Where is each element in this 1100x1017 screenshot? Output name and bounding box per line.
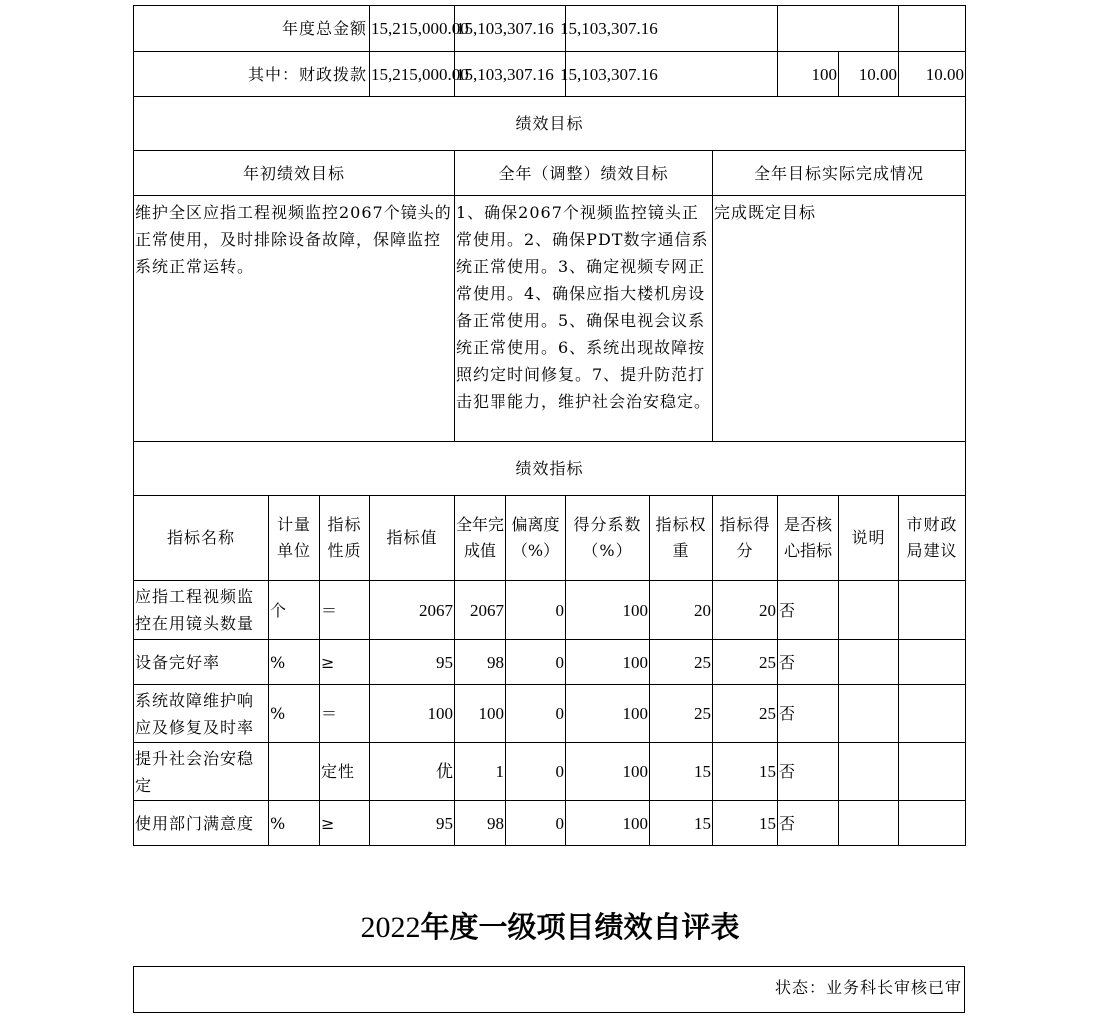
header-cell: 指标名称 (134, 496, 269, 581)
funding-row-total (134, 6, 966, 52)
goals-initial-text: 维护全区应指工程视频监控2067个镜头的正常使用，及时排除设备故障，保障监控系统正常运转。 (134, 196, 455, 442)
indicator-advice (899, 743, 966, 801)
indicator-coef: 100 (566, 801, 650, 846)
indicator-weight: 15 (650, 801, 713, 846)
indicator-name: 应指工程视频监控在用镜头数量 (134, 581, 269, 640)
funding-executed (560, 52, 778, 97)
indicator-advice (899, 581, 966, 640)
indicator-core: 否 (778, 801, 839, 846)
indicator-advice (899, 801, 966, 846)
goals-section-title: 绩效目标 (134, 97, 966, 151)
goals-col-actual: 全年目标实际完成情况 (713, 151, 966, 196)
indicator-unit: % (269, 640, 320, 685)
indicator-target: 95 (370, 801, 455, 846)
indicator-name: 设备完好率 (134, 640, 269, 685)
funding-adjusted: 15,103,307.16 (455, 6, 566, 52)
indicator-score: 20 (713, 581, 778, 640)
next-form-title (0, 905, 1100, 946)
next-form-title-year: 2022 (360, 911, 421, 944)
indicator-unit: % (269, 801, 320, 846)
funding-weight (899, 6, 966, 52)
funding-rate: 100 (778, 52, 839, 97)
indicator-deviation: 0 (506, 685, 566, 743)
indicator-deviation: 0 (506, 640, 566, 685)
indicator-weight: 25 (650, 685, 713, 743)
indicators-header-row (134, 496, 966, 581)
indicator-coef: 100 (566, 743, 650, 801)
indicators-section-title: 绩效指标 (134, 442, 966, 496)
indicator-target: 2067 (370, 581, 455, 640)
header-cell: 指标权重 (650, 496, 713, 581)
indicator-actual: 1 (455, 743, 506, 801)
indicator-deviation: 0 (506, 801, 566, 846)
indicator-name: 提升社会治安稳定 (134, 743, 269, 801)
indicator-actual: 2067 (455, 581, 506, 640)
indicator-weight: 25 (650, 640, 713, 685)
header-cell: 得分系数（%） (566, 496, 650, 581)
header-cell: 市财政局建议 (899, 496, 966, 581)
indicator-deviation: 0 (506, 743, 566, 801)
indicator-nature: ＝ (320, 685, 370, 743)
indicator-nature: ＝ (320, 581, 370, 640)
header-cell: 全年完成值 (455, 496, 506, 581)
funding-adjusted: 15,103,307.16 (455, 52, 566, 97)
indicator-score: 25 (713, 685, 778, 743)
funding-row-fiscal (134, 52, 966, 97)
indicator-target: 95 (370, 640, 455, 685)
funding-budget: 15,215,000.00 (370, 52, 455, 97)
funding-executed (560, 6, 778, 52)
indicator-actual: 100 (455, 685, 506, 743)
table-row (134, 640, 966, 685)
goals-col-adjusted: 全年（调整）绩效目标 (455, 151, 713, 196)
funding-weight: 10.00 (839, 52, 899, 97)
goals-adjusted-text: 1、确保2067个视频监控镜头正常使用。2、确保PDT数字通信系统正常使用。3、确定视频专网正常使用。4、确保应指大楼机房设备正常使用。5、确保电视会议系统正常使用。6、系统出现故障按照约定时间修复。7、提升防范打击犯罪能力，维护社会治安稳定。 (455, 196, 713, 442)
funding-rate (778, 6, 899, 52)
indicator-core: 否 (778, 581, 839, 640)
goals-actual-text: 完成既定目标 (713, 196, 966, 442)
indicator-weight: 20 (650, 581, 713, 640)
indicator-unit (269, 743, 320, 801)
table-row (134, 685, 966, 743)
indicator-coef: 100 (566, 581, 650, 640)
indicator-note (839, 743, 899, 801)
funding-executed-value: 15,103,307.16 (560, 19, 658, 38)
indicator-note (839, 801, 899, 846)
table-row (134, 743, 966, 801)
funding-executed-value: 15,103,307.16 (560, 64, 658, 84)
indicator-note (839, 685, 899, 743)
indicator-deviation: 0 (506, 581, 566, 640)
header-cell: 指标性质 (320, 496, 370, 581)
goals-col-initial: 年初绩效目标 (134, 151, 455, 196)
status-text: 状态：业务科长审核已审 (774, 978, 962, 997)
indicator-core: 否 (778, 743, 839, 801)
indicator-score: 15 (713, 801, 778, 846)
indicator-coef: 100 (566, 685, 650, 743)
indicator-unit: % (269, 685, 320, 743)
indicator-unit: 个 (269, 581, 320, 640)
indicator-nature: ≥ (320, 801, 370, 846)
funding-budget: 15,215,000.00 (370, 6, 455, 52)
indicator-core: 否 (778, 685, 839, 743)
indicator-target: 100 (370, 685, 455, 743)
header-cell: 指标得分 (713, 496, 778, 581)
indicator-nature: 定性 (320, 743, 370, 801)
indicator-name: 使用部门满意度 (134, 801, 269, 846)
funding-label: 年度总金额 (134, 6, 370, 52)
funding-label: 其中：财政拨款 (134, 52, 370, 97)
indicator-score: 25 (713, 640, 778, 685)
status-bar (133, 966, 965, 1013)
performance-table (133, 5, 965, 846)
funding-score: 10.00 (899, 52, 966, 97)
indicator-weight: 15 (650, 743, 713, 801)
indicator-actual: 98 (455, 640, 506, 685)
indicator-target: 优 (370, 743, 455, 801)
indicator-note (839, 581, 899, 640)
next-form-title-text: 年度一级项目绩效自评表 (420, 910, 740, 944)
header-cell: 是否核心指标 (778, 496, 839, 581)
indicator-name: 系统故障维护响应及修复及时率 (134, 685, 269, 743)
header-cell: 偏离度（%） (506, 496, 566, 581)
indicator-core: 否 (778, 640, 839, 685)
indicator-score: 15 (713, 743, 778, 801)
table-row (134, 581, 966, 640)
indicator-advice (899, 640, 966, 685)
indicator-coef: 100 (566, 640, 650, 685)
table-row (134, 801, 966, 846)
header-cell: 计量单位 (269, 496, 320, 581)
indicator-advice (899, 685, 966, 743)
indicator-nature: ≥ (320, 640, 370, 685)
indicator-note (839, 640, 899, 685)
header-cell: 说明 (839, 496, 899, 581)
indicator-actual: 98 (455, 801, 506, 846)
header-cell: 指标值 (370, 496, 455, 581)
